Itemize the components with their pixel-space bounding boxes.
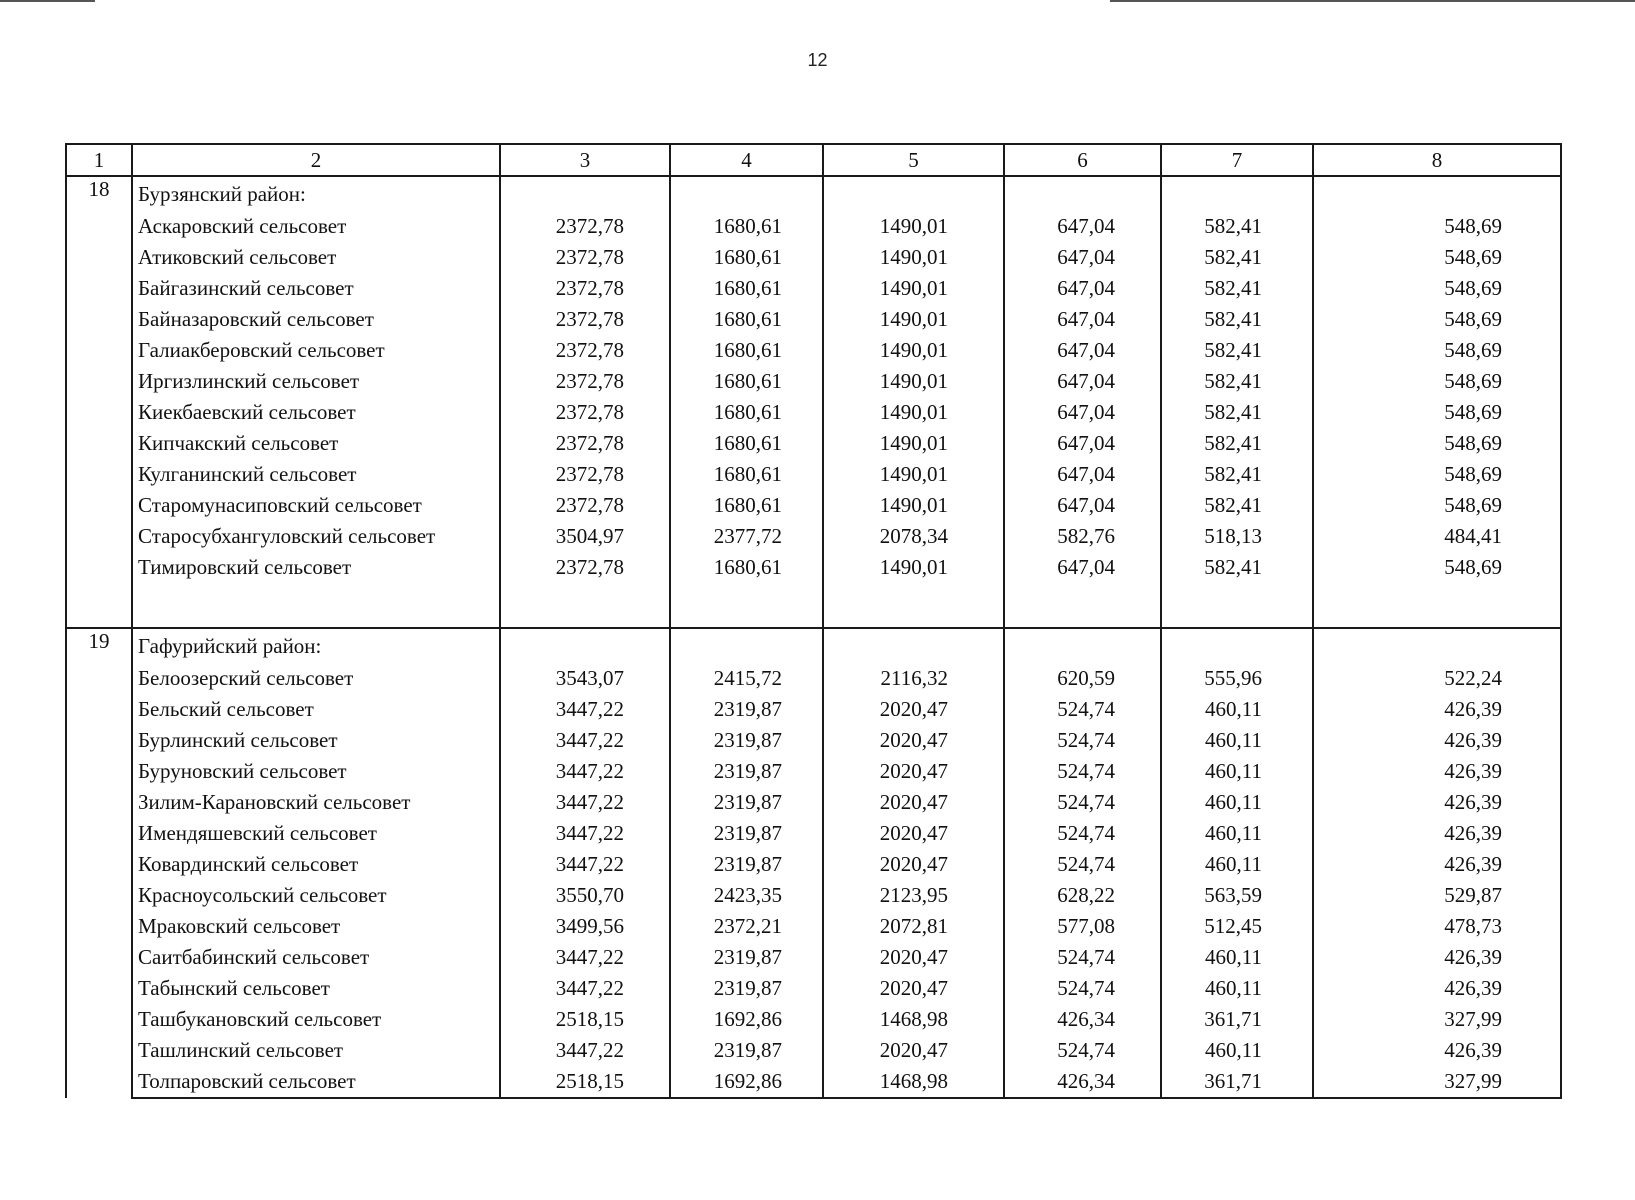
value-cell-col-6: 647,04 [1004, 428, 1161, 459]
empty-cell [132, 583, 500, 628]
settlement-name: Саитбабинский сельсовет [132, 942, 500, 973]
value-cell-col-6: 647,04 [1004, 304, 1161, 335]
value-cell-col-6: 524,74 [1004, 942, 1161, 973]
value-cell-col-6: 426,34 [1004, 1004, 1161, 1035]
empty-cell [670, 628, 823, 663]
value-cell-col-5: 2116,32 [823, 663, 1004, 694]
table-row [66, 335, 1561, 366]
settlement-name: Имендяшевский сельсовет [132, 818, 500, 849]
value-cell-col-8: 548,69 [1313, 304, 1561, 335]
value-cell-col-6: 647,04 [1004, 242, 1161, 273]
value-cell-col-5: 1490,01 [823, 335, 1004, 366]
value-cell-col-4: 1680,61 [670, 304, 823, 335]
district-header-row [66, 628, 1561, 663]
value-cell-col-6: 524,74 [1004, 694, 1161, 725]
value-cell-col-3: 3447,22 [500, 973, 670, 1004]
value-cell-col-3: 3499,56 [500, 911, 670, 942]
value-cell-col-3: 2372,78 [500, 366, 670, 397]
value-cell-col-7: 555,96 [1161, 663, 1313, 694]
value-cell-col-7: 460,11 [1161, 725, 1313, 756]
district-group-burzyansky [66, 176, 1561, 628]
value-cell-col-7: 582,41 [1161, 552, 1313, 583]
value-cell-col-6: 577,08 [1004, 911, 1161, 942]
value-cell-col-4: 1680,61 [670, 459, 823, 490]
value-cell-col-7: 582,41 [1161, 211, 1313, 242]
value-cell-col-3: 2518,15 [500, 1004, 670, 1035]
empty-cell [1161, 176, 1313, 211]
column-header: 3 [500, 144, 670, 176]
row-number: 18 [66, 176, 132, 628]
table-row [66, 397, 1561, 428]
value-cell-col-5: 2072,81 [823, 911, 1004, 942]
table-row [66, 490, 1561, 521]
table-row [66, 211, 1561, 242]
value-cell-col-6: 524,74 [1004, 725, 1161, 756]
district-group-gafuriysky [66, 628, 1561, 1098]
value-cell-col-8: 426,39 [1313, 849, 1561, 880]
table-row [66, 1066, 1561, 1098]
value-cell-col-5: 1468,98 [823, 1066, 1004, 1098]
value-cell-col-7: 460,11 [1161, 973, 1313, 1004]
value-cell-col-6: 647,04 [1004, 211, 1161, 242]
value-cell-col-4: 1692,86 [670, 1004, 823, 1035]
value-cell-col-6: 582,76 [1004, 521, 1161, 552]
district-header-row [66, 176, 1561, 211]
value-cell-col-5: 1468,98 [823, 1004, 1004, 1035]
value-cell-col-3: 3504,97 [500, 521, 670, 552]
value-cell-col-5: 1490,01 [823, 304, 1004, 335]
settlement-name: Мраковский сельсовет [132, 911, 500, 942]
value-cell-col-8: 522,24 [1313, 663, 1561, 694]
value-cell-col-8: 548,69 [1313, 242, 1561, 273]
table-row [66, 521, 1561, 552]
value-cell-col-4: 1680,61 [670, 428, 823, 459]
value-cell-col-5: 2020,47 [823, 756, 1004, 787]
value-cell-col-7: 582,41 [1161, 242, 1313, 273]
value-cell-col-5: 2020,47 [823, 849, 1004, 880]
value-cell-col-7: 582,41 [1161, 366, 1313, 397]
value-cell-col-3: 2372,78 [500, 552, 670, 583]
value-cell-col-7: 512,45 [1161, 911, 1313, 942]
table-row [66, 1035, 1561, 1066]
rates-table [65, 143, 1562, 1099]
value-cell-col-4: 1692,86 [670, 1066, 823, 1098]
value-cell-col-3: 3447,22 [500, 849, 670, 880]
value-cell-col-7: 460,11 [1161, 818, 1313, 849]
empty-cell [1313, 176, 1561, 211]
value-cell-col-7: 582,41 [1161, 428, 1313, 459]
value-cell-col-4: 1680,61 [670, 397, 823, 428]
value-cell-col-4: 2377,72 [670, 521, 823, 552]
empty-cell [1004, 628, 1161, 663]
value-cell-col-5: 1490,01 [823, 366, 1004, 397]
column-header: 7 [1161, 144, 1313, 176]
settlement-name: Байназаровский сельсовет [132, 304, 500, 335]
value-cell-col-8: 426,39 [1313, 694, 1561, 725]
value-cell-col-8: 426,39 [1313, 756, 1561, 787]
value-cell-col-5: 2020,47 [823, 973, 1004, 1004]
settlement-name: Ташбукановский сельсовет [132, 1004, 500, 1035]
table-row [66, 756, 1561, 787]
value-cell-col-7: 361,71 [1161, 1004, 1313, 1035]
value-cell-col-7: 582,41 [1161, 273, 1313, 304]
spacer-row [66, 583, 1561, 628]
empty-cell [1313, 583, 1561, 628]
table-row [66, 459, 1561, 490]
value-cell-col-7: 582,41 [1161, 490, 1313, 521]
value-cell-col-4: 2319,87 [670, 756, 823, 787]
settlement-name: Старосубхангуловский сельсовет [132, 521, 500, 552]
value-cell-col-3: 2372,78 [500, 428, 670, 459]
column-header: 5 [823, 144, 1004, 176]
settlement-name: Байгазинский сельсовет [132, 273, 500, 304]
value-cell-col-5: 1490,01 [823, 428, 1004, 459]
value-cell-col-8: 327,99 [1313, 1066, 1561, 1098]
value-cell-col-8: 426,39 [1313, 942, 1561, 973]
value-cell-col-4: 1680,61 [670, 335, 823, 366]
table-row [66, 552, 1561, 583]
value-cell-col-4: 1680,61 [670, 490, 823, 521]
table-row [66, 242, 1561, 273]
value-cell-col-8: 529,87 [1313, 880, 1561, 911]
table-row [66, 849, 1561, 880]
value-cell-col-4: 2372,21 [670, 911, 823, 942]
value-cell-col-8: 548,69 [1313, 335, 1561, 366]
value-cell-col-3: 2372,78 [500, 490, 670, 521]
empty-cell [1004, 583, 1161, 628]
value-cell-col-5: 2020,47 [823, 787, 1004, 818]
value-cell-col-3: 3447,22 [500, 725, 670, 756]
settlement-name: Красноусольский сельсовет [132, 880, 500, 911]
value-cell-col-8: 548,69 [1313, 273, 1561, 304]
value-cell-col-5: 1490,01 [823, 242, 1004, 273]
value-cell-col-5: 2078,34 [823, 521, 1004, 552]
table-row [66, 663, 1561, 694]
column-header: 4 [670, 144, 823, 176]
column-header: 8 [1313, 144, 1561, 176]
empty-cell [500, 176, 670, 211]
table-row [66, 428, 1561, 459]
table-row [66, 942, 1561, 973]
settlement-name: Белоозерский сельсовет [132, 663, 500, 694]
value-cell-col-6: 524,74 [1004, 1035, 1161, 1066]
settlement-name: Тимировский сельсовет [132, 552, 500, 583]
settlement-name: Галиакберовский сельсовет [132, 335, 500, 366]
value-cell-col-8: 548,69 [1313, 428, 1561, 459]
settlement-name: Зилим-Карановский сельсовет [132, 787, 500, 818]
empty-cell [670, 176, 823, 211]
value-cell-col-3: 3447,22 [500, 942, 670, 973]
value-cell-col-6: 524,74 [1004, 787, 1161, 818]
row-number: 19 [66, 628, 132, 1098]
value-cell-col-7: 582,41 [1161, 459, 1313, 490]
value-cell-col-8: 426,39 [1313, 787, 1561, 818]
value-cell-col-4: 1680,61 [670, 242, 823, 273]
table-row [66, 694, 1561, 725]
value-cell-col-3: 2372,78 [500, 397, 670, 428]
value-cell-col-6: 647,04 [1004, 552, 1161, 583]
settlement-name: Кулганинский сельсовет [132, 459, 500, 490]
value-cell-col-8: 548,69 [1313, 490, 1561, 521]
column-header: 1 [66, 144, 132, 176]
table-row [66, 1004, 1561, 1035]
value-cell-col-7: 460,11 [1161, 1035, 1313, 1066]
value-cell-col-7: 582,41 [1161, 304, 1313, 335]
column-header: 2 [132, 144, 500, 176]
value-cell-col-5: 1490,01 [823, 552, 1004, 583]
value-cell-col-5: 2020,47 [823, 725, 1004, 756]
value-cell-col-4: 1680,61 [670, 211, 823, 242]
empty-cell [500, 628, 670, 663]
settlement-name: Толпаровский сельсовет [132, 1066, 500, 1098]
value-cell-col-5: 2020,47 [823, 1035, 1004, 1066]
value-cell-col-8: 426,39 [1313, 973, 1561, 1004]
column-header: 6 [1004, 144, 1161, 176]
value-cell-col-3: 2372,78 [500, 211, 670, 242]
value-cell-col-6: 620,59 [1004, 663, 1161, 694]
empty-cell [1004, 176, 1161, 211]
value-cell-col-8: 548,69 [1313, 211, 1561, 242]
table-row [66, 366, 1561, 397]
value-cell-col-7: 460,11 [1161, 787, 1313, 818]
value-cell-col-3: 2372,78 [500, 273, 670, 304]
empty-cell [1161, 628, 1313, 663]
value-cell-col-5: 2020,47 [823, 942, 1004, 973]
page-number: 12 [807, 50, 828, 70]
value-cell-col-4: 2319,87 [670, 818, 823, 849]
settlement-name: Аскаровский сельсовет [132, 211, 500, 242]
settlement-name: Киекбаевский сельсовет [132, 397, 500, 428]
value-cell-col-7: 460,11 [1161, 849, 1313, 880]
value-cell-col-7: 582,41 [1161, 335, 1313, 366]
value-cell-col-6: 628,22 [1004, 880, 1161, 911]
value-cell-col-7: 518,13 [1161, 521, 1313, 552]
table-row [66, 911, 1561, 942]
value-cell-col-7: 460,11 [1161, 942, 1313, 973]
table-row [66, 973, 1561, 1004]
top-edge-rule-left [0, 0, 95, 2]
table-row [66, 725, 1561, 756]
column-number-header-row [66, 144, 1561, 176]
value-cell-col-6: 524,74 [1004, 849, 1161, 880]
district-name: Бурзянский район: [132, 176, 500, 211]
settlement-name: Атиковский сельсовет [132, 242, 500, 273]
value-cell-col-6: 426,34 [1004, 1066, 1161, 1098]
settlement-name: Бельский сельсовет [132, 694, 500, 725]
value-cell-col-5: 2020,47 [823, 818, 1004, 849]
empty-cell [1313, 628, 1561, 663]
settlement-name: Иргизлинский сельсовет [132, 366, 500, 397]
settlement-name: Табынский сельсовет [132, 973, 500, 1004]
value-cell-col-6: 647,04 [1004, 490, 1161, 521]
value-cell-col-5: 2123,95 [823, 880, 1004, 911]
value-cell-col-6: 647,04 [1004, 273, 1161, 304]
value-cell-col-4: 2319,87 [670, 942, 823, 973]
value-cell-col-4: 1680,61 [670, 552, 823, 583]
value-cell-col-3: 3447,22 [500, 1035, 670, 1066]
value-cell-col-6: 647,04 [1004, 366, 1161, 397]
value-cell-col-3: 2372,78 [500, 242, 670, 273]
value-cell-col-7: 582,41 [1161, 397, 1313, 428]
value-cell-col-6: 647,04 [1004, 459, 1161, 490]
value-cell-col-8: 548,69 [1313, 552, 1561, 583]
value-cell-col-8: 478,73 [1313, 911, 1561, 942]
value-cell-col-7: 563,59 [1161, 880, 1313, 911]
value-cell-col-8: 426,39 [1313, 818, 1561, 849]
table-row [66, 304, 1561, 335]
settlement-name: Ковардинский сельсовет [132, 849, 500, 880]
table-row [66, 273, 1561, 304]
value-cell-col-3: 3447,22 [500, 694, 670, 725]
value-cell-col-7: 460,11 [1161, 694, 1313, 725]
value-cell-col-4: 2319,87 [670, 973, 823, 1004]
value-cell-col-5: 1490,01 [823, 490, 1004, 521]
settlement-name: Буруновский сельсовет [132, 756, 500, 787]
value-cell-col-4: 2319,87 [670, 849, 823, 880]
empty-cell [500, 583, 670, 628]
value-cell-col-3: 2518,15 [500, 1066, 670, 1098]
value-cell-col-8: 327,99 [1313, 1004, 1561, 1035]
empty-cell [823, 628, 1004, 663]
empty-cell [1161, 583, 1313, 628]
value-cell-col-4: 1680,61 [670, 273, 823, 304]
value-cell-col-5: 2020,47 [823, 694, 1004, 725]
value-cell-col-8: 548,69 [1313, 397, 1561, 428]
value-cell-col-5: 1490,01 [823, 397, 1004, 428]
value-cell-col-3: 2372,78 [500, 335, 670, 366]
value-cell-col-5: 1490,01 [823, 273, 1004, 304]
value-cell-col-5: 1490,01 [823, 459, 1004, 490]
value-cell-col-4: 2319,87 [670, 787, 823, 818]
table-row [66, 818, 1561, 849]
settlement-name: Кипчакский сельсовет [132, 428, 500, 459]
value-cell-col-4: 2319,87 [670, 1035, 823, 1066]
value-cell-col-6: 647,04 [1004, 397, 1161, 428]
value-cell-col-3: 3447,22 [500, 756, 670, 787]
value-cell-col-3: 3550,70 [500, 880, 670, 911]
settlement-name: Ташлинский сельсовет [132, 1035, 500, 1066]
value-cell-col-6: 524,74 [1004, 818, 1161, 849]
value-cell-col-7: 361,71 [1161, 1066, 1313, 1098]
table-row [66, 880, 1561, 911]
value-cell-col-7: 460,11 [1161, 756, 1313, 787]
empty-cell [823, 176, 1004, 211]
empty-cell [670, 583, 823, 628]
value-cell-col-8: 548,69 [1313, 459, 1561, 490]
district-name: Гафурийский район: [132, 628, 500, 663]
value-cell-col-4: 2423,35 [670, 880, 823, 911]
value-cell-col-4: 1680,61 [670, 366, 823, 397]
value-cell-col-4: 2319,87 [670, 694, 823, 725]
value-cell-col-3: 3447,22 [500, 787, 670, 818]
value-cell-col-5: 1490,01 [823, 211, 1004, 242]
value-cell-col-8: 548,69 [1313, 366, 1561, 397]
table-row [66, 787, 1561, 818]
settlement-name: Бурлинский сельсовет [132, 725, 500, 756]
value-cell-col-4: 2319,87 [670, 725, 823, 756]
value-cell-col-8: 426,39 [1313, 1035, 1561, 1066]
value-cell-col-4: 2415,72 [670, 663, 823, 694]
top-edge-rule-right [1110, 0, 1635, 2]
settlement-name: Старомунасиповский сельсовет [132, 490, 500, 521]
value-cell-col-3: 2372,78 [500, 304, 670, 335]
empty-cell [823, 583, 1004, 628]
value-cell-col-3: 3543,07 [500, 663, 670, 694]
value-cell-col-3: 2372,78 [500, 459, 670, 490]
value-cell-col-6: 524,74 [1004, 973, 1161, 1004]
value-cell-col-8: 484,41 [1313, 521, 1561, 552]
value-cell-col-6: 647,04 [1004, 335, 1161, 366]
value-cell-col-6: 524,74 [1004, 756, 1161, 787]
value-cell-col-8: 426,39 [1313, 725, 1561, 756]
value-cell-col-3: 3447,22 [500, 818, 670, 849]
